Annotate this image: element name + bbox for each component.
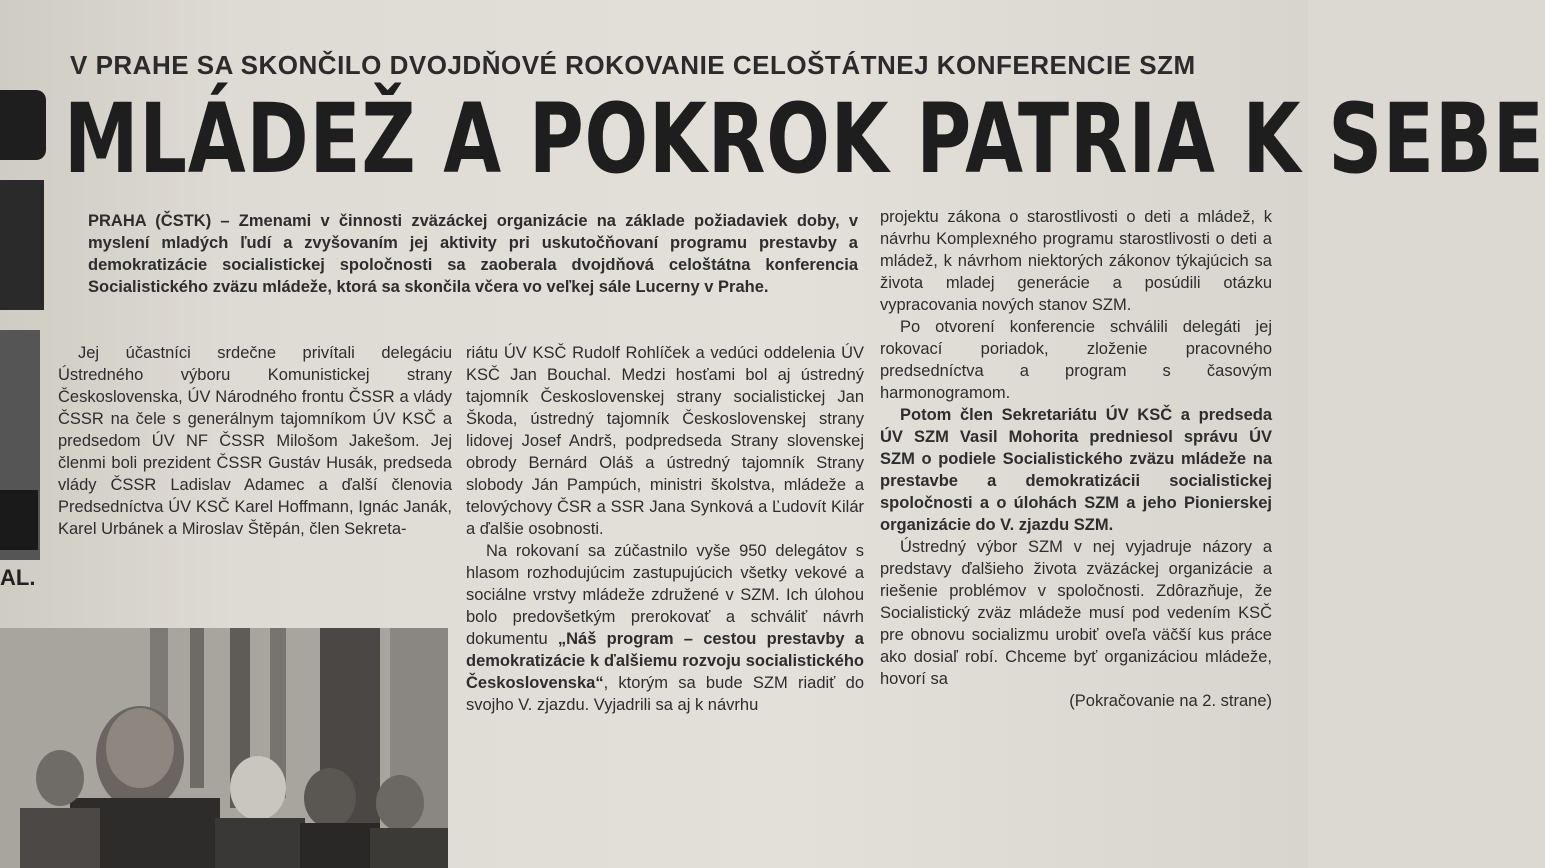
paragraph-text: , ktorým sa bude SZM riadiť do svojho V. zjazdu. Vyjadrili sa aj k návrhu xyxy=(466,674,864,714)
paragraph-text: Na rokovaní sa zúčastnilo vyše 950 delegátov s hlasom rozhodujúcim zastupujúcich všetky vekové a sociálne vrstvy mládeže združené v SZM. Ich úlohou bolo predovšetkým prerokovať a schváliť návrh dokumentu xyxy=(466,542,864,648)
conference-photo xyxy=(0,628,448,868)
paragraph: projektu zákona o starostlivosti o deti a mládež, k návrhu Komplexného programu starostlivosti o deti a mládež, k návrhom niektorých zákonov týkajúcich sa života mladej generácie a posúdili otázku vypracovania nových stanov SZM. xyxy=(880,208,1272,314)
adjacent-graphic-block xyxy=(0,490,38,550)
adjacent-graphic-block xyxy=(0,180,44,310)
paragraph: Ústredný výbor SZM v nej vyjadruje názory a predstavy ďalšieho života zväzáckej organizácie a riešenie problémov v spoločnosti. Zdôrazňuje, že Socialistický zväz mládeže musí pod vedením KSČ pre obnovu socializmu urobiť oveľa väčší kus práce ako dosiaľ robí. Chceme byť organizáciou mládeže, hovorí sa xyxy=(880,538,1272,688)
text-column-1 xyxy=(58,342,452,540)
text-column-3 xyxy=(880,206,1272,712)
document-title: „Náš program – cestou prestavby a demokratizácie k ďalšiemu rozvoju socialistického Československa“ xyxy=(466,630,864,692)
article-lead: PRAHA (ČSTK) – Zmenami v činnosti zväzáckej organizácie na základe požiadaviek doby, v myslení mladých ľudí a zvyšovaním jej aktivity pri uskutočňovaní programu prestavby a demokratizácie socialistickej spoločnosti sa zaoberala dvojdňová celoštátna konferencia Socialistického zväzu mládeže, ktorá sa skončila včera vo veľkej sále Lucerny v Prahe. xyxy=(88,212,858,296)
paragraph: Jej účastníci srdečne privítali delegáciu Ústredného výboru Komunistickej strany Československa, ÚV Národného frontu ČSSR a vlády ČSSR na čele s generálnym tajomníkom ÚV KSČ a predsedom ÚV NF ČSSR Milošom Jakešom. Jej členmi boli prezident ČSSR Gustáv Husák, predseda vlády ČSSR Ladislav Adamec a ďalší členovia Predsedníctva ÚV KSČ Karel Hoffmann, Ignác Janák, Karel Urbánek a Miroslav Štěpán, člen Sekreta- xyxy=(58,344,452,538)
article-kicker: V PRAHE SA SKONČILO DVOJDŇOVÉ ROKOVANIE CELOŠTÁTNEJ KONFERENCIE SZM xyxy=(70,50,1196,80)
paragraph: Po otvorení konferencie schválili delegáti jej rokovací poriadok, zloženie pracovného predsedníctva a program s časovým harmonogramom. xyxy=(880,318,1272,402)
adjacent-graphic-block xyxy=(0,90,46,160)
text-column-2 xyxy=(466,342,864,716)
continuation-note: (Pokračovanie na 2. strane) xyxy=(1069,692,1272,710)
paragraph xyxy=(466,540,864,716)
adjacent-text-fragment: AL. xyxy=(0,565,36,590)
photo-image xyxy=(0,628,448,868)
paragraph-bold: Potom člen Sekretariátu ÚV KSČ a predseda ÚV SZM Vasil Mohorita predniesol správu ÚV SZM o podiele Socialistického zväzu mládeže na prestavbe a demokratizácii socialistickej spoločnosti a o úlohách SZM a jeho Pionierskej organizácie do V. zjazdu SZM. xyxy=(880,406,1272,534)
paragraph: riátu ÚV KSČ Rudolf Rohlíček a vedúci oddelenia ÚV KSČ Jan Bouchal. Medzi hosťami bol aj ústredný tajomník Československej strany socialistickej Jan Škoda, ústredný tajomník Československej strany lidovej Josef Andrš, podpredseda Strany slovenskej obrody Bernárd Oláš a ústredný tajomník Strany slobody Ján Pampúch, ministri školstva, mládeže a telovýchovy ČSR a SSR Jana Synková a Ľudovít Kilár a ďalšie osobnosti. xyxy=(466,344,864,538)
article-headline: MLÁDEŽ A POKROK PATRIA K SEBE xyxy=(64,83,1545,195)
adjacent-article-fragment xyxy=(0,90,48,610)
